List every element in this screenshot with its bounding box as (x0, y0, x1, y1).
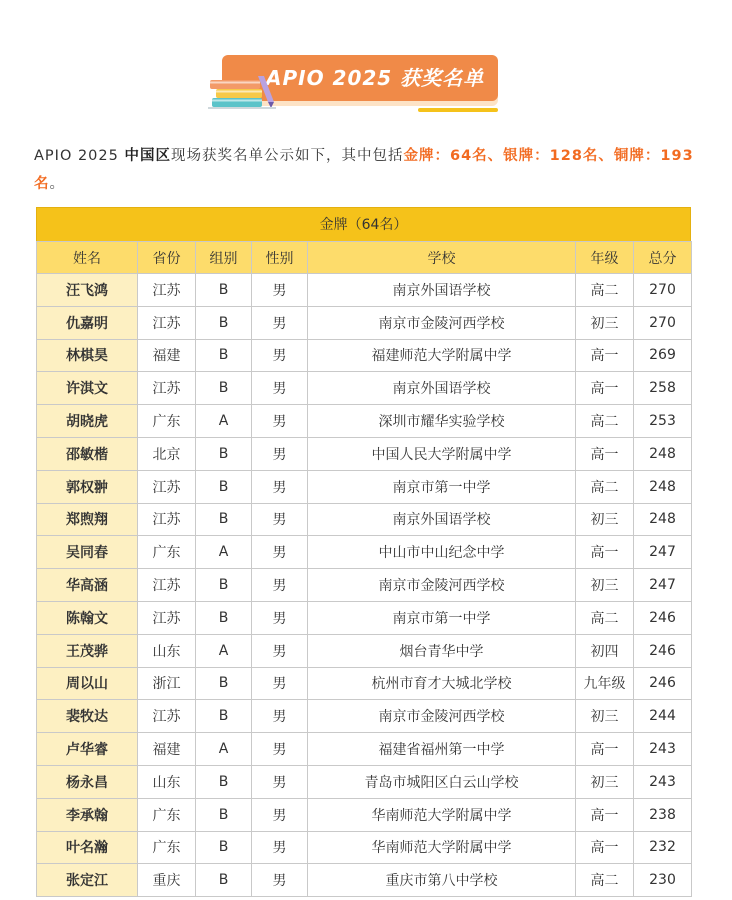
name-cell: 吴同春 (37, 536, 138, 569)
grade-cell: 高二 (576, 274, 634, 307)
name-cell: 陈翰文 (37, 601, 138, 634)
province-cell: 江苏 (138, 569, 196, 602)
gender-cell: 男 (252, 470, 308, 503)
name-cell: 裴牧达 (37, 700, 138, 733)
table-row (37, 733, 692, 766)
group-cell: A (196, 634, 252, 667)
province-cell: 江苏 (138, 306, 196, 339)
name-cell: 汪飞鸿 (37, 274, 138, 307)
grade-cell: 高一 (576, 437, 634, 470)
province-cell: 广东 (138, 831, 196, 864)
name-cell: 张定江 (37, 864, 138, 897)
province-cell: 江苏 (138, 372, 196, 405)
name-cell: 杨永昌 (37, 765, 138, 798)
group-cell: B (196, 700, 252, 733)
books-icon (208, 68, 278, 112)
header-school: 学校 (308, 242, 576, 274)
school-cell: 杭州市育才大城北学校 (308, 667, 576, 700)
province-cell: 浙江 (138, 667, 196, 700)
gender-cell: 男 (252, 306, 308, 339)
grade-cell: 初三 (576, 700, 634, 733)
name-cell: 邵敏楷 (37, 437, 138, 470)
province-cell: 福建 (138, 339, 196, 372)
gender-cell: 男 (252, 405, 308, 438)
school-cell: 南京外国语学校 (308, 503, 576, 536)
name-cell: 胡晓虎 (37, 405, 138, 438)
grade-cell: 高二 (576, 470, 634, 503)
group-cell: B (196, 667, 252, 700)
grade-cell: 九年级 (576, 667, 634, 700)
group-cell: B (196, 274, 252, 307)
group-cell: B (196, 470, 252, 503)
table-row (37, 634, 692, 667)
group-cell: B (196, 569, 252, 602)
intro-region: 中国区 (124, 148, 171, 164)
group-cell: A (196, 733, 252, 766)
group-cell: B (196, 798, 252, 831)
score-cell: 258 (634, 372, 692, 405)
score-cell: 248 (634, 437, 692, 470)
gold-medal-table (36, 207, 691, 897)
province-cell: 北京 (138, 437, 196, 470)
school-cell: 华南师范大学附属中学 (308, 831, 576, 864)
grade-cell: 高一 (576, 733, 634, 766)
score-cell: 246 (634, 634, 692, 667)
name-cell: 林棋昊 (37, 339, 138, 372)
gender-cell: 男 (252, 864, 308, 897)
score-cell: 270 (634, 306, 692, 339)
score-cell: 244 (634, 700, 692, 733)
score-cell: 243 (634, 733, 692, 766)
province-cell: 江苏 (138, 601, 196, 634)
group-cell: B (196, 601, 252, 634)
table-row (37, 470, 692, 503)
gender-cell: 男 (252, 700, 308, 733)
group-cell: B (196, 339, 252, 372)
grade-cell: 高一 (576, 798, 634, 831)
grade-cell: 初三 (576, 569, 634, 602)
table-row (37, 569, 692, 602)
province-cell: 广东 (138, 798, 196, 831)
name-cell: 卢华睿 (37, 733, 138, 766)
table-row (37, 339, 692, 372)
grade-cell: 高二 (576, 864, 634, 897)
school-cell: 重庆市第八中学校 (308, 864, 576, 897)
table-row (37, 667, 692, 700)
group-cell: B (196, 437, 252, 470)
gender-cell: 男 (252, 503, 308, 536)
school-cell: 南京市第一中学 (308, 601, 576, 634)
table-row (37, 765, 692, 798)
name-cell: 郭权翀 (37, 470, 138, 503)
school-cell: 南京市金陵河西学校 (308, 700, 576, 733)
gender-cell: 男 (252, 733, 308, 766)
name-cell: 郑煦翔 (37, 503, 138, 536)
group-cell: B (196, 372, 252, 405)
grade-cell: 初三 (576, 765, 634, 798)
gender-cell: 男 (252, 667, 308, 700)
table-row (37, 536, 692, 569)
grade-cell: 初三 (576, 503, 634, 536)
score-cell: 247 (634, 536, 692, 569)
header-name: 姓名 (37, 242, 138, 274)
header-province: 省份 (138, 242, 196, 274)
title-banner (208, 50, 508, 120)
gender-cell: 男 (252, 601, 308, 634)
school-cell: 烟台青华中学 (308, 634, 576, 667)
gender-cell: 男 (252, 765, 308, 798)
group-cell: B (196, 831, 252, 864)
province-cell: 重庆 (138, 864, 196, 897)
grade-cell: 初四 (576, 634, 634, 667)
table-row (37, 700, 692, 733)
intro-text-1: APIO 2025 (34, 148, 125, 164)
school-cell: 南京外国语学校 (308, 274, 576, 307)
header-group: 组别 (196, 242, 252, 274)
group-cell: B (196, 503, 252, 536)
score-cell: 270 (634, 274, 692, 307)
school-cell: 南京市金陵河西学校 (308, 569, 576, 602)
province-cell: 广东 (138, 405, 196, 438)
province-cell: 江苏 (138, 470, 196, 503)
name-cell: 仇嘉明 (37, 306, 138, 339)
name-cell: 李承翰 (37, 798, 138, 831)
header-row (37, 242, 692, 274)
school-cell: 中山市中山纪念中学 (308, 536, 576, 569)
grade-cell: 高二 (576, 405, 634, 438)
header-score: 总分 (634, 242, 692, 274)
gender-cell: 男 (252, 634, 308, 667)
province-cell: 江苏 (138, 274, 196, 307)
intro-paragraph (34, 142, 698, 198)
name-cell: 华高涵 (37, 569, 138, 602)
table-row (37, 274, 692, 307)
table-row (37, 306, 692, 339)
intro-text-2: 现场获奖名单公示如下，其中包括 (170, 148, 404, 164)
school-cell: 南京外国语学校 (308, 372, 576, 405)
school-cell: 福建师范大学附属中学 (308, 339, 576, 372)
table-row (37, 437, 692, 470)
score-cell: 232 (634, 831, 692, 864)
group-cell: A (196, 536, 252, 569)
score-cell: 246 (634, 601, 692, 634)
score-cell: 269 (634, 339, 692, 372)
province-cell: 福建 (138, 733, 196, 766)
score-cell: 238 (634, 798, 692, 831)
header-grade: 年级 (576, 242, 634, 274)
province-cell: 山东 (138, 765, 196, 798)
school-cell: 南京市第一中学 (308, 470, 576, 503)
province-cell: 江苏 (138, 700, 196, 733)
school-cell: 福建省福州第一中学 (308, 733, 576, 766)
score-cell: 247 (634, 569, 692, 602)
gender-cell: 男 (252, 831, 308, 864)
score-cell: 248 (634, 470, 692, 503)
score-cell: 243 (634, 765, 692, 798)
score-cell: 246 (634, 667, 692, 700)
grade-cell: 高一 (576, 831, 634, 864)
school-cell: 南京市金陵河西学校 (308, 306, 576, 339)
score-cell: 248 (634, 503, 692, 536)
table-row (37, 503, 692, 536)
table-caption: 金牌（64名） (36, 207, 691, 241)
table-row (37, 372, 692, 405)
gender-cell: 男 (252, 569, 308, 602)
school-cell: 中国人民大学附属中学 (308, 437, 576, 470)
banner-underline (418, 108, 498, 112)
group-cell: A (196, 405, 252, 438)
school-cell: 深圳市耀华实验学校 (308, 405, 576, 438)
grade-cell: 高一 (576, 372, 634, 405)
table-row (37, 831, 692, 864)
gender-cell: 男 (252, 274, 308, 307)
gender-cell: 男 (252, 339, 308, 372)
score-cell: 230 (634, 864, 692, 897)
name-cell: 王茂骅 (37, 634, 138, 667)
gender-cell: 男 (252, 372, 308, 405)
province-cell: 山东 (138, 634, 196, 667)
table-row (37, 864, 692, 897)
table-row (37, 601, 692, 634)
header-gender: 性别 (252, 242, 308, 274)
results-table (36, 241, 692, 897)
grade-cell: 高二 (576, 601, 634, 634)
score-cell: 253 (634, 405, 692, 438)
school-cell: 青岛市城阳区白云山学校 (308, 765, 576, 798)
table-row (37, 798, 692, 831)
name-cell: 周以山 (37, 667, 138, 700)
intro-medal-counts: 金牌：64名、银牌：128名、铜牌：193名 (34, 148, 694, 192)
table-row (37, 405, 692, 438)
banner-title: APIO 2025 获奖名单 (222, 55, 498, 101)
school-cell: 华南师范大学附属中学 (308, 798, 576, 831)
intro-end: 。 (49, 176, 65, 192)
grade-cell: 高一 (576, 339, 634, 372)
grade-cell: 初三 (576, 306, 634, 339)
gender-cell: 男 (252, 798, 308, 831)
group-cell: B (196, 864, 252, 897)
gender-cell: 男 (252, 536, 308, 569)
name-cell: 叶名瀚 (37, 831, 138, 864)
name-cell: 许淇文 (37, 372, 138, 405)
group-cell: B (196, 765, 252, 798)
province-cell: 广东 (138, 536, 196, 569)
province-cell: 江苏 (138, 503, 196, 536)
grade-cell: 高一 (576, 536, 634, 569)
group-cell: B (196, 306, 252, 339)
gender-cell: 男 (252, 437, 308, 470)
